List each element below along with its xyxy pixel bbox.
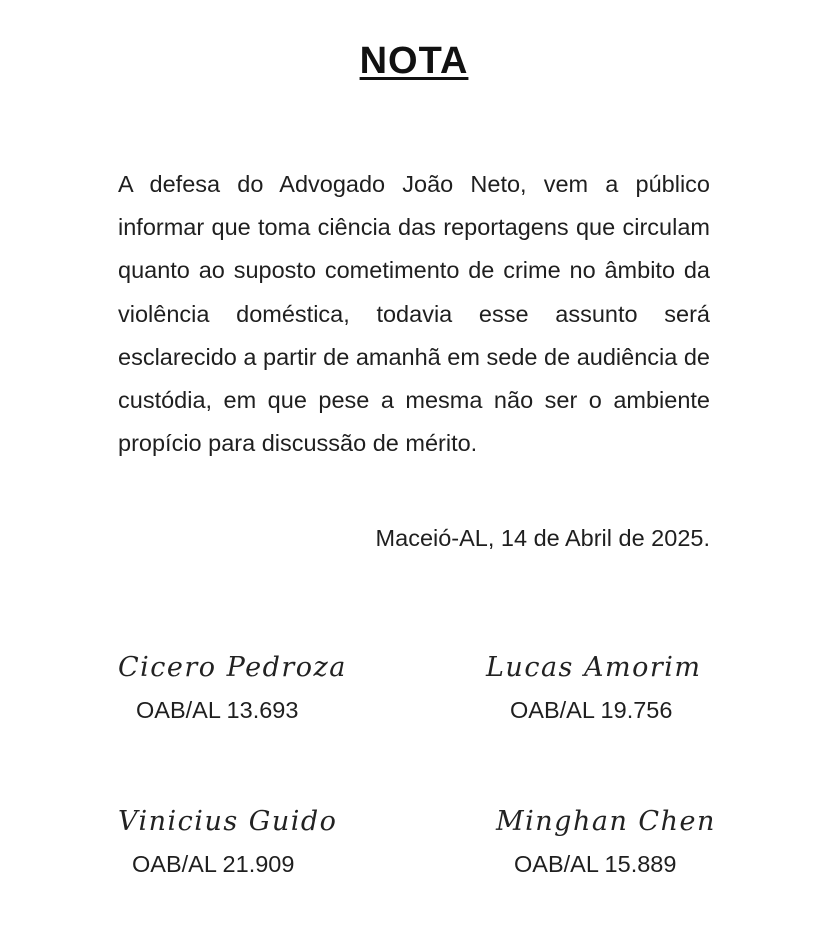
signature-block-vinicius-guido xyxy=(118,806,378,878)
document-title: NOTA xyxy=(359,40,469,82)
signature-block-minghan-chen xyxy=(496,806,756,878)
signature-name: Cicero Pedroza xyxy=(118,652,347,683)
oab-registration: OAB/AL 13.693 xyxy=(136,697,299,723)
signature-name: Vinicius Guido xyxy=(118,806,338,837)
oab-registration: OAB/AL 15.889 xyxy=(514,851,677,877)
signature-block-cicero-pedroza xyxy=(118,652,378,724)
oab-registration: OAB/AL 21.909 xyxy=(132,851,295,877)
note-body-paragraph: A defesa do Advogado João Neto, vem a público informar que toma ciência das reportagens que circulam quanto ao suposto cometimento de crime no âmbito da violência doméstica, todavia esse assunto será esclarecido a partir de amanhã em sede de audiência de custódia, em que pese a mesma não ser o ambiente propício para discussão de mérito. xyxy=(118,171,710,457)
oab-registration: OAB/AL 19.756 xyxy=(510,697,673,723)
signature-name: Minghan Chen xyxy=(496,806,716,837)
date-location-line: Maceió-AL, 14 de Abril de 2025. xyxy=(375,525,710,551)
signature-name: Lucas Amorim xyxy=(486,652,702,683)
signature-block-lucas-amorim xyxy=(486,652,746,724)
